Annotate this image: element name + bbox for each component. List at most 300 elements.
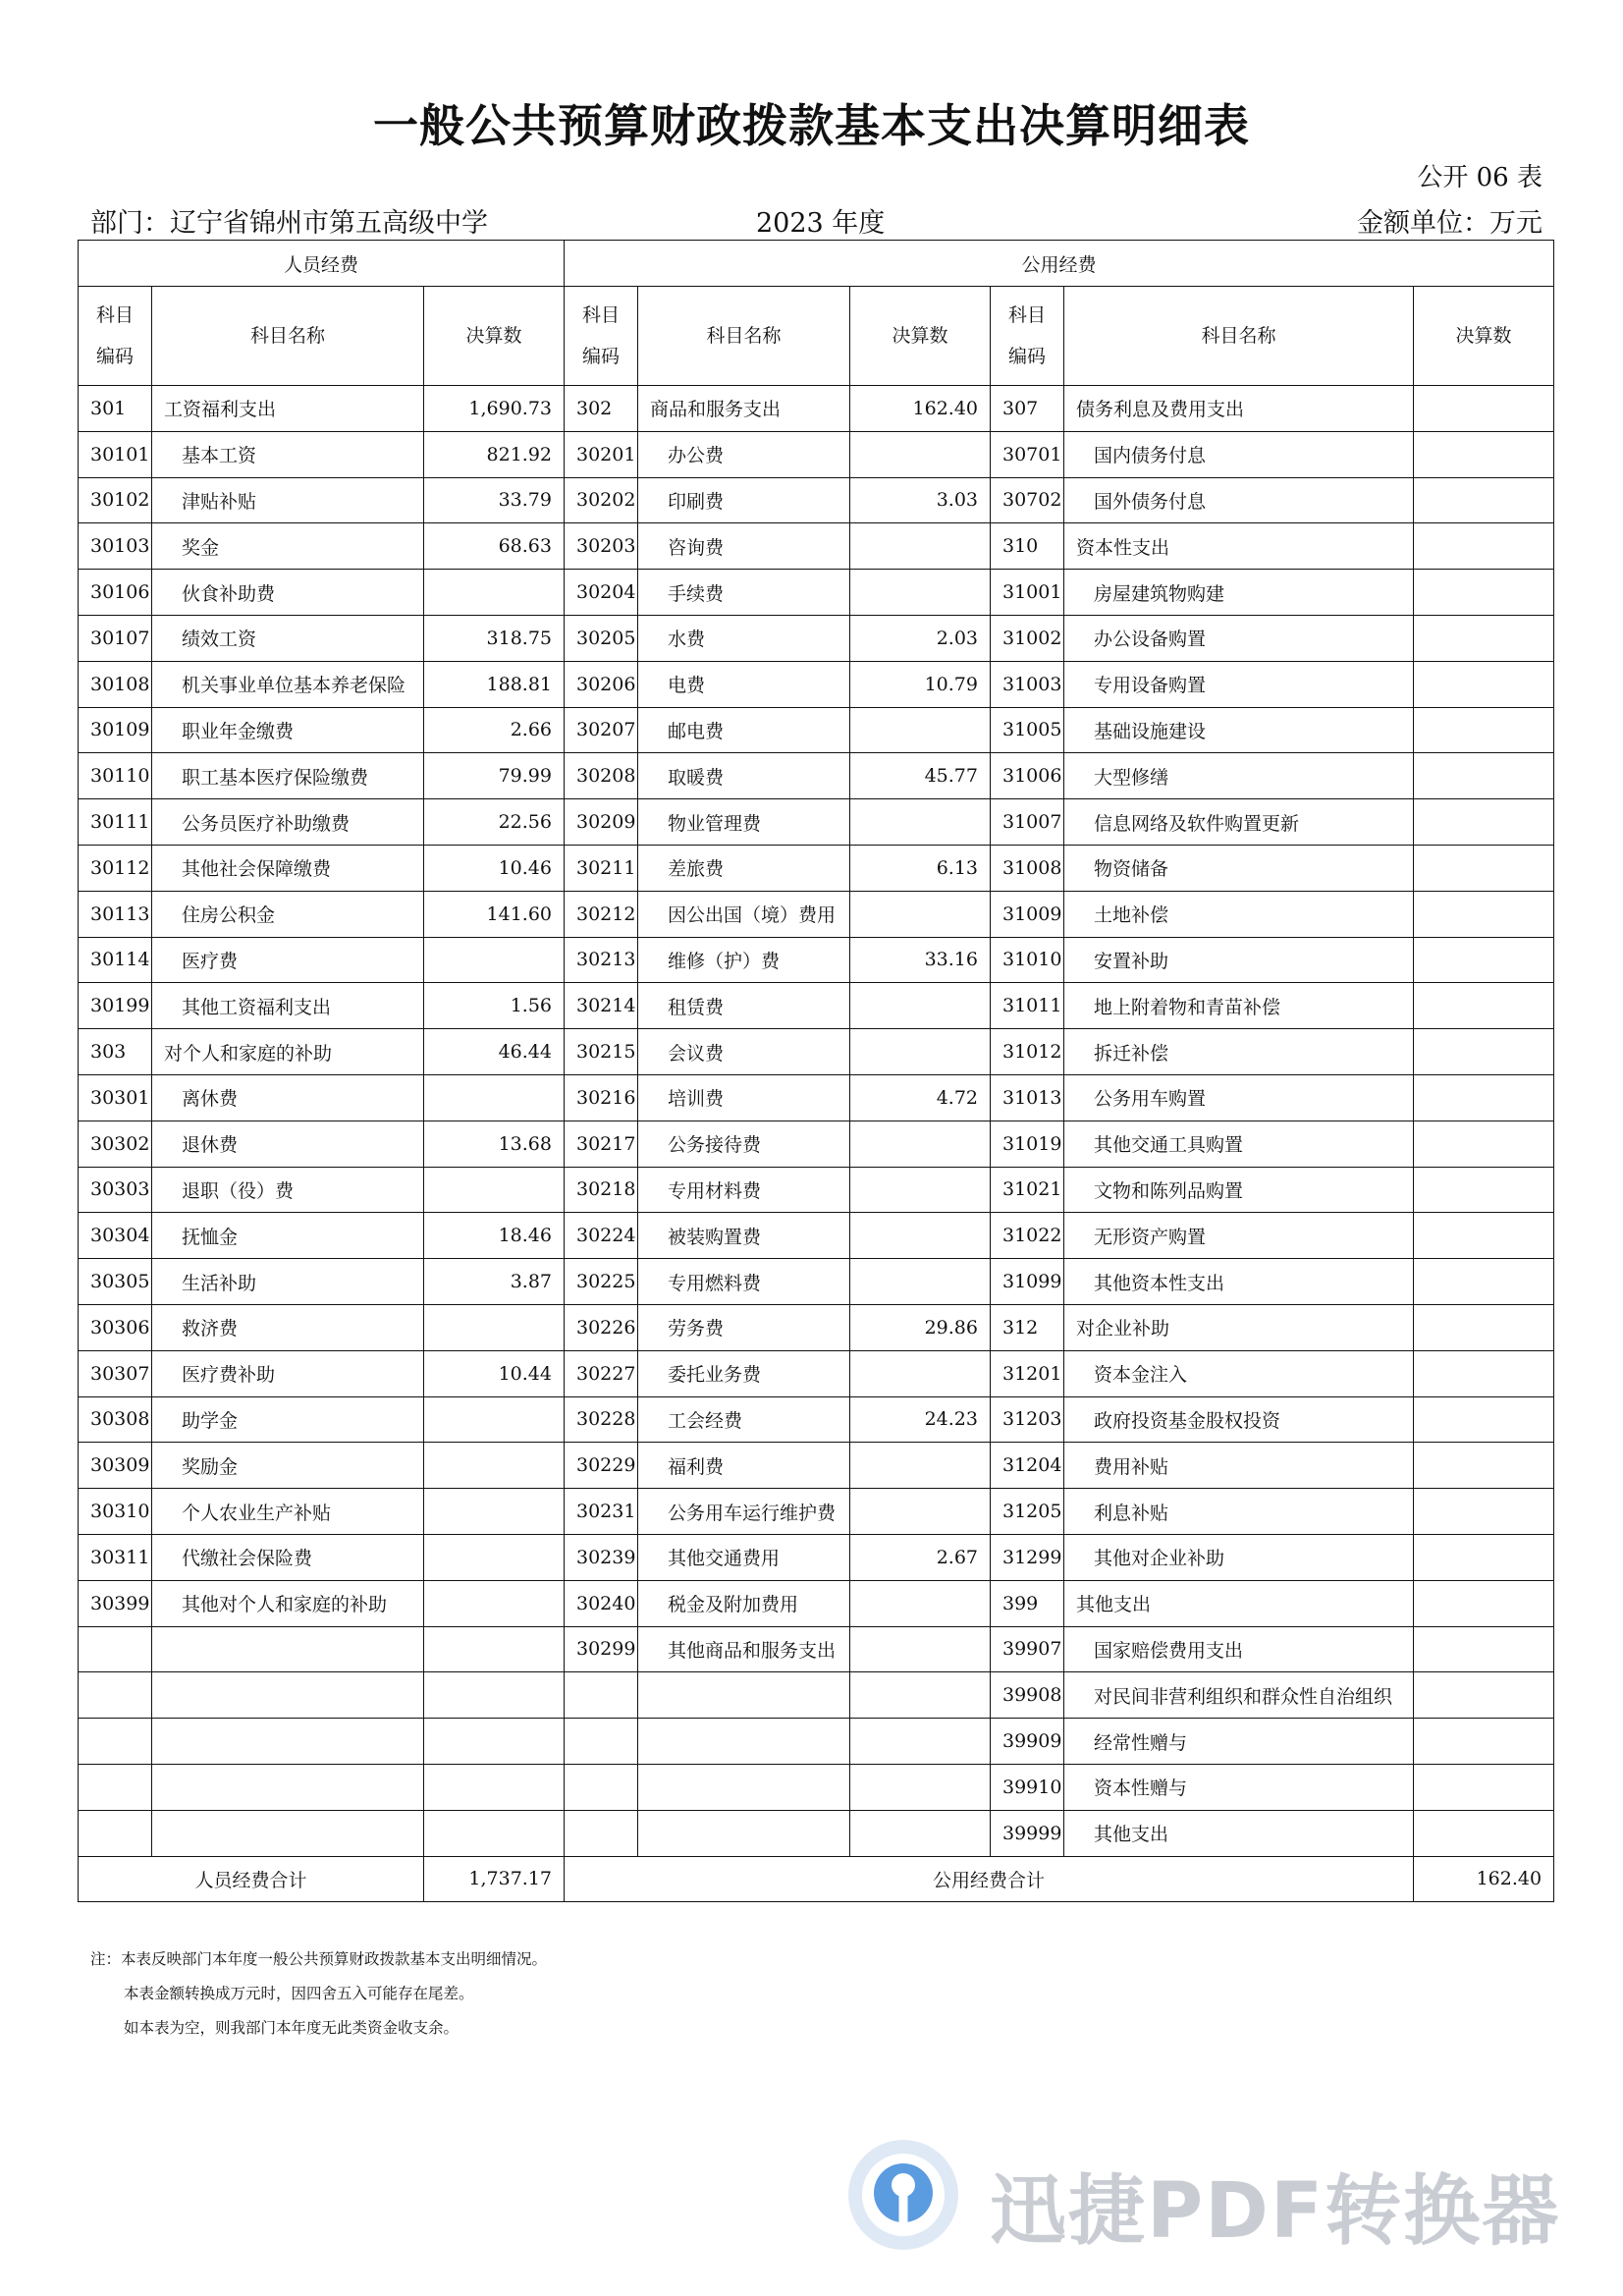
cell-name: 绩效工资 [152,615,424,661]
cell-code: 303 [79,1029,152,1075]
cell-name: 基本工资 [152,431,424,477]
cell-code: 30239 [565,1534,638,1580]
cell-amount [850,1121,991,1167]
table-row [79,1719,1554,1765]
cell-name: 抚恤金 [152,1213,424,1259]
cell-amount [850,983,991,1029]
cell-code: 30229 [565,1443,638,1489]
cell-amount: 3.87 [424,1259,565,1305]
cell-code: 31003 [991,661,1064,707]
cell-amount: 3.03 [850,477,991,523]
personnel-total-value: 1,737.17 [424,1856,565,1902]
cell-code [565,1672,638,1719]
cell-name: 工资福利支出 [152,386,424,432]
cell-code: 30107 [79,615,152,661]
cell-amount: 2.66 [424,707,565,753]
cell-code: 30218 [565,1167,638,1213]
cell-name: 个人农业生产补贴 [152,1489,424,1535]
cell-code: 31201 [991,1350,1064,1396]
cell-code: 302 [565,386,638,432]
public-total-value: 162.40 [1414,1856,1554,1902]
table-row [79,1074,1554,1121]
cell-code: 30231 [565,1489,638,1535]
cell-amount [424,570,565,616]
cell-amount [850,799,991,846]
cell-amount: 29.86 [850,1304,991,1350]
cell-code: 31021 [991,1167,1064,1213]
table-row [79,1121,1554,1167]
cell-amount [850,1489,991,1535]
cell-amount [424,1489,565,1535]
cell-code: 31006 [991,753,1064,799]
cell-amount [1414,431,1554,477]
cell-name: 其他社会保障缴费 [152,845,424,891]
cell-name: 其他支出 [1064,1580,1414,1626]
cell-name: 奖励金 [152,1443,424,1489]
cell-name: 无形资产购置 [1064,1213,1414,1259]
table-row [79,1304,1554,1350]
cell-name: 公务员医疗补助缴费 [152,799,424,846]
cell-name: 退休费 [152,1121,424,1167]
cell-amount [1414,937,1554,983]
cell-name: 公务用车购置 [1064,1074,1414,1121]
cell-code: 30399 [79,1580,152,1626]
cell-name: 机关事业单位基本养老保险 [152,661,424,707]
cell-name: 生活补助 [152,1259,424,1305]
cell-name: 奖金 [152,523,424,570]
cell-amount: 79.99 [424,753,565,799]
cell-name: 其他支出 [1064,1810,1414,1856]
public-total-label: 公用经费合计 [565,1856,1414,1902]
cell-name: 对企业补助 [1064,1304,1414,1350]
cell-amount [1414,386,1554,432]
page-title: 一般公共预算财政拨款基本支出决算明细表 [373,99,1250,152]
cell-amount [850,1259,991,1305]
cell-name: 拆迁补偿 [1064,1029,1414,1075]
cell-name [638,1764,850,1810]
cell-amount [1414,477,1554,523]
cell-code: 31299 [991,1534,1064,1580]
cell-name: 专用材料费 [638,1167,850,1213]
cell-name: 其他资本性支出 [1064,1259,1414,1305]
cell-code: 30227 [565,1350,638,1396]
cell-name: 津贴补贴 [152,477,424,523]
cell-name: 培训费 [638,1074,850,1121]
cell-code: 30199 [79,983,152,1029]
cell-amount: 46.44 [424,1029,565,1075]
cell-amount [850,1443,991,1489]
cell-amount [1414,845,1554,891]
cell-code: 30214 [565,983,638,1029]
cell-amount: 6.13 [850,845,991,891]
cell-code: 30207 [565,707,638,753]
table-number: 公开 06 表 [1417,163,1542,192]
cell-name: 公务接待费 [638,1121,850,1167]
cell-code: 30306 [79,1304,152,1350]
cell-code: 30111 [79,799,152,846]
cell-name: 伙食补助费 [152,570,424,616]
cell-name: 物业管理费 [638,799,850,846]
cell-amount: 10.79 [850,661,991,707]
cell-amount: 1.56 [424,983,565,1029]
table-row [79,891,1554,937]
cell-amount [424,1074,565,1121]
cell-name: 公务用车运行维护费 [638,1489,850,1535]
cell-code: 301 [79,386,152,432]
cell-code: 30205 [565,615,638,661]
cell-amount [1414,1580,1554,1626]
note-line: 本表金额转换成万元时，因四舍五入可能存在尾差。 [124,1985,474,2002]
cell-name [152,1810,424,1856]
cell-name: 商品和服务支出 [638,386,850,432]
cell-code: 30215 [565,1029,638,1075]
cell-code: 30225 [565,1259,638,1305]
cell-code: 30201 [565,431,638,477]
note-line: 注：本表反映部门本年度一般公共预算财政拨款基本支出明细情况。 [90,1950,548,1968]
cell-amount: 141.60 [424,891,565,937]
cell-amount [1414,1443,1554,1489]
cell-name [152,1672,424,1719]
cell-amount [424,1304,565,1350]
cell-code: 31012 [991,1029,1064,1075]
cell-code: 30305 [79,1259,152,1305]
cell-name: 工会经费 [638,1396,850,1443]
table-row [79,1580,1554,1626]
cell-code: 31013 [991,1074,1064,1121]
cell-name: 资本金注入 [1064,1350,1414,1396]
cell-amount: 188.81 [424,661,565,707]
cell-code: 31022 [991,1213,1064,1259]
cell-name: 房屋建筑物购建 [1064,570,1414,616]
expenditure-table [78,240,1554,1902]
cell-amount [424,1580,565,1626]
cell-amount [850,570,991,616]
table-row [79,1443,1554,1489]
col-header-name: 科目名称 [152,287,424,386]
cell-code: 31011 [991,983,1064,1029]
col-header-amount: 决算数 [850,287,991,386]
cell-code: 31007 [991,799,1064,846]
cell-name: 税金及附加费用 [638,1580,850,1626]
cell-amount: 2.67 [850,1534,991,1580]
xunjie-logo-icon [844,2136,962,2254]
table-row [79,1259,1554,1305]
cell-code: 31008 [991,845,1064,891]
cell-code [79,1810,152,1856]
cell-code: 39907 [991,1626,1064,1672]
cell-name: 福利费 [638,1443,850,1489]
table-row [79,799,1554,846]
cell-amount [850,523,991,570]
cell-code: 30209 [565,799,638,846]
cell-code: 39909 [991,1719,1064,1765]
cell-code: 30208 [565,753,638,799]
cell-name: 办公设备购置 [1064,615,1414,661]
cell-name: 差旅费 [638,845,850,891]
cell-name: 信息网络及软件购置更新 [1064,799,1414,846]
cell-code: 31203 [991,1396,1064,1443]
cell-name: 租赁费 [638,983,850,1029]
cell-amount [1414,615,1554,661]
cell-code: 39910 [991,1764,1064,1810]
cell-amount: 33.79 [424,477,565,523]
table-row [79,1213,1554,1259]
cell-amount [1414,1396,1554,1443]
cell-code: 312 [991,1304,1064,1350]
cell-code: 30308 [79,1396,152,1443]
cell-code: 30106 [79,570,152,616]
cell-name: 其他工资福利支出 [152,983,424,1029]
group-header-personnel: 人员经费 [79,241,565,287]
cell-code: 30203 [565,523,638,570]
cell-code: 31002 [991,615,1064,661]
table-row [79,661,1554,707]
cell-code: 30204 [565,570,638,616]
cell-amount [850,1167,991,1213]
cell-code: 30309 [79,1443,152,1489]
cell-amount [1414,983,1554,1029]
cell-name: 国外债务付息 [1064,477,1414,523]
cell-amount [1414,570,1554,616]
cell-code: 31010 [991,937,1064,983]
col-header-code: 科目 编码 [991,287,1064,386]
cell-name [152,1719,424,1765]
cell-amount: 10.46 [424,845,565,891]
cell-name: 其他商品和服务支出 [638,1626,850,1672]
cell-code [565,1719,638,1765]
cell-amount [850,1672,991,1719]
cell-name: 物资储备 [1064,845,1414,891]
cell-name: 代缴社会保险费 [152,1534,424,1580]
cell-name: 因公出国（境）费用 [638,891,850,937]
cell-code: 30212 [565,891,638,937]
cell-code: 30206 [565,661,638,707]
cell-code: 30109 [79,707,152,753]
cell-name: 债务利息及费用支出 [1064,386,1414,432]
cell-name: 医疗费补助 [152,1350,424,1396]
cell-name: 维修（护）费 [638,937,850,983]
cell-amount: 18.46 [424,1213,565,1259]
cell-amount: 2.03 [850,615,991,661]
cell-name: 助学金 [152,1396,424,1443]
cell-code [79,1764,152,1810]
watermark-text: 迅捷PDF转换器 [990,2167,1561,2256]
cell-name: 手续费 [638,570,850,616]
cell-name: 水费 [638,615,850,661]
cell-amount: 821.92 [424,431,565,477]
cell-name: 职业年金缴费 [152,707,424,753]
cell-code: 30102 [79,477,152,523]
cell-amount [850,1580,991,1626]
cell-amount [850,1213,991,1259]
cell-code: 310 [991,523,1064,570]
table-row [79,1764,1554,1810]
cell-code: 30213 [565,937,638,983]
cell-code: 30299 [565,1626,638,1672]
cell-amount [1414,1534,1554,1580]
cell-amount: 22.56 [424,799,565,846]
cell-name: 文物和陈列品购置 [1064,1167,1414,1213]
col-header-amount: 决算数 [1414,287,1554,386]
cell-code: 30216 [565,1074,638,1121]
cell-amount: 4.72 [850,1074,991,1121]
cell-name: 其他交通费用 [638,1534,850,1580]
cell-name: 咨询费 [638,523,850,570]
cell-amount: 24.23 [850,1396,991,1443]
department-label: 部门：辽宁省锦州市第五高级中学 [90,208,488,239]
cell-name: 救济费 [152,1304,424,1350]
notes [90,1942,547,2046]
cell-code: 399 [991,1580,1064,1626]
cell-code: 307 [991,386,1064,432]
cell-amount [424,1534,565,1580]
cell-code: 30301 [79,1074,152,1121]
cell-name: 土地补偿 [1064,891,1414,937]
cell-code: 31009 [991,891,1064,937]
cell-code: 30211 [565,845,638,891]
cell-code: 30101 [79,431,152,477]
cell-code: 30701 [991,431,1064,477]
cell-amount [1414,1719,1554,1765]
cell-name: 其他对个人和家庭的补助 [152,1580,424,1626]
cell-amount [1414,1764,1554,1810]
cell-code: 30702 [991,477,1064,523]
cell-name: 被装购置费 [638,1213,850,1259]
cell-amount [1414,1029,1554,1075]
cell-amount [1414,753,1554,799]
cell-name: 劳务费 [638,1304,850,1350]
cell-amount [1414,1626,1554,1672]
table-row [79,707,1554,753]
cell-amount: 10.44 [424,1350,565,1396]
cell-amount [424,1167,565,1213]
cell-code: 30311 [79,1534,152,1580]
cell-name: 经常性赠与 [1064,1719,1414,1765]
cell-code: 30310 [79,1489,152,1535]
cell-amount: 45.77 [850,753,991,799]
cell-name: 国家赔偿费用支出 [1064,1626,1414,1672]
cell-amount [850,1810,991,1856]
cell-code: 30224 [565,1213,638,1259]
cell-amount [1414,799,1554,846]
table-row [79,1626,1554,1672]
cell-name: 资本性支出 [1064,523,1414,570]
table-row [79,570,1554,616]
cell-amount: 162.40 [850,386,991,432]
col-header-name: 科目名称 [638,287,850,386]
cell-code: 30303 [79,1167,152,1213]
table-row [79,1350,1554,1396]
cell-amount [424,1764,565,1810]
cell-code: 30307 [79,1350,152,1396]
cell-amount [1414,1304,1554,1350]
cell-amount [850,1719,991,1765]
cell-amount [1414,1672,1554,1719]
group-header-row [79,241,1554,287]
cell-name [152,1626,424,1672]
cell-code [79,1626,152,1672]
cell-code: 31205 [991,1489,1064,1535]
table-row [79,1029,1554,1075]
cell-name: 会议费 [638,1029,850,1075]
cell-amount [424,1810,565,1856]
cell-amount [1414,1810,1554,1856]
cell-amount [424,1719,565,1765]
cell-name: 职工基本医疗保险缴费 [152,753,424,799]
cell-amount [1414,1167,1554,1213]
cell-code: 30226 [565,1304,638,1350]
cell-name: 退职（役）费 [152,1167,424,1213]
cell-amount: 33.16 [850,937,991,983]
cell-name: 住房公积金 [152,891,424,937]
cell-code [565,1764,638,1810]
cell-code: 31204 [991,1443,1064,1489]
cell-code: 30103 [79,523,152,570]
cell-code: 31019 [991,1121,1064,1167]
cell-name: 取暖费 [638,753,850,799]
cell-name: 专用设备购置 [1064,661,1414,707]
cell-code [565,1810,638,1856]
cell-amount [1414,1350,1554,1396]
cell-amount [850,707,991,753]
col-header-code: 科目 编码 [565,287,638,386]
cell-amount: 318.75 [424,615,565,661]
cell-amount [424,1626,565,1672]
totals-row [79,1856,1554,1902]
cell-code: 39999 [991,1810,1064,1856]
table-row [79,1396,1554,1443]
cell-amount [850,1350,991,1396]
cell-name: 专用燃料费 [638,1259,850,1305]
personnel-total-label: 人员经费合计 [79,1856,424,1902]
cell-name: 国内债务付息 [1064,431,1414,477]
cell-amount [1414,707,1554,753]
cell-code: 30110 [79,753,152,799]
cell-code [79,1672,152,1719]
cell-amount: 1,690.73 [424,386,565,432]
column-header-row [79,287,1554,386]
cell-amount [1414,1213,1554,1259]
table-row [79,386,1554,432]
cell-amount [850,1626,991,1672]
cell-code: 31005 [991,707,1064,753]
cell-name: 利息补贴 [1064,1489,1414,1535]
cell-name: 对个人和家庭的补助 [152,1029,424,1075]
cell-amount [1414,1074,1554,1121]
unit-label: 金额单位：万元 [1357,208,1542,239]
cell-name: 费用补贴 [1064,1443,1414,1489]
table-row [79,937,1554,983]
cell-name: 基础设施建设 [1064,707,1414,753]
cell-amount [1414,661,1554,707]
cell-amount [424,1672,565,1719]
cell-name: 办公费 [638,431,850,477]
year-label: 2023 年度 [756,208,886,239]
cell-code: 30304 [79,1213,152,1259]
cell-code: 30108 [79,661,152,707]
cell-name: 印刷费 [638,477,850,523]
table-row [79,1672,1554,1719]
cell-amount [850,891,991,937]
cell-name: 安置补助 [1064,937,1414,983]
cell-name: 其他对企业补助 [1064,1534,1414,1580]
cell-amount [850,1029,991,1075]
cell-code: 31099 [991,1259,1064,1305]
cell-code: 30113 [79,891,152,937]
note-line: 如本表为空，则我部门本年度无此类资金收支余。 [124,2019,460,2037]
col-header-code: 科目 编码 [79,287,152,386]
cell-code: 30240 [565,1580,638,1626]
